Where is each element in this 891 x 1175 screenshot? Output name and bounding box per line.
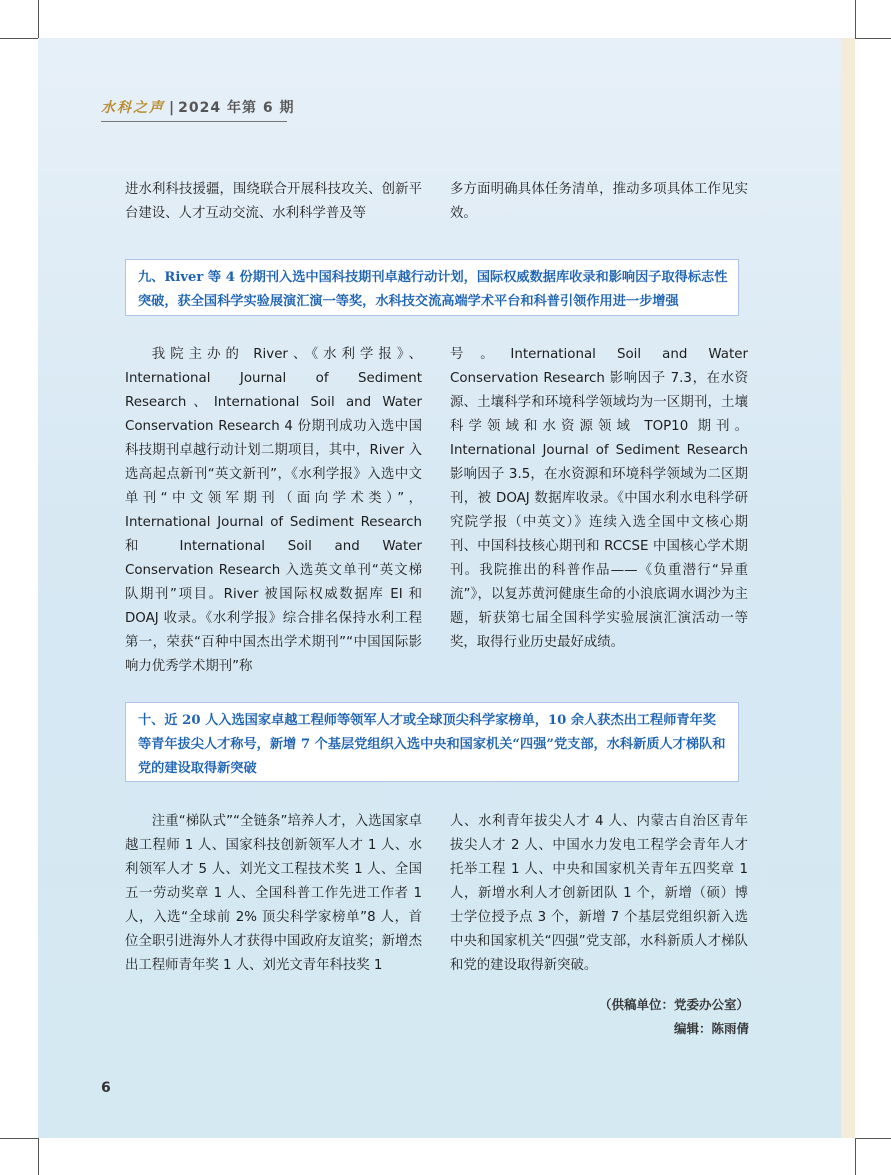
- running-header: [101, 97, 294, 117]
- section-9-heading: 九、River 等 4 份期刊入选中国科技期刊卓越行动计划，国际权威数据库收录和影响因子取得标志性突破，获全国科学实验展演汇演一等奖，水科技交流高端学术平台和科普引领作用进一步增强: [138, 270, 728, 309]
- section-9-right-text: 号。International Soil and Water Conservation Research 影响因子 7.3，在水资源、土壤科学和环境科学领域均为一区期刊，土壤科学领域和水资源领域 TOP10 期刊。International Journal of Sediment Research 影响因子 3.5，在水资源和环境科学领域为二区期刊，被 DOAJ 数据库收录。《中国水利水电科学研究院学报（中英文）》连续入选全国中文核心期刊、中国科技核心期刊和 RCCSE 中国核心学术期刊。我院推出的科普作品——《负重潜行“异重流”》，以复苏黄河健康生命的小浪底调水调沙为主题，斩获第七届全国科学实验展演汇演活动一等奖，取得行业历史最好成绩。: [450, 347, 748, 650]
- section-9-right-column: [450, 343, 748, 655]
- magazine-brand: 水科之声: [101, 100, 165, 116]
- section-9-left-column: [125, 343, 422, 679]
- crop-mark: [855, 1138, 856, 1175]
- intro-right-text: 多方面明确具体任务清单，推动多项具体工作见实效。: [450, 182, 748, 221]
- header-rule: [101, 121, 287, 122]
- section-9-left-text: 我院主办的 River、《水利学报》、International Journal of Sediment Research、International Soil and Water Conservation Research 4 份期刊成功入选中国科技期刊卓越行动计划二期项目，其中，River 入选高起点新刊“英文新刊”，《水利学报》入选中文单刊“中文领军期刊（面向学术类）”，International Journal of Sediment Research 和 International Soil and Water Conservation Research 入选英文单刊“英文梯队期刊”项目。River 被国际权威数据库 EI 和 DOAJ 收录。《水利学报》综合排名保持水利工程第一，荣获“百种中国杰出学术期刊”“中国国际影响力优秀学术期刊”称: [125, 347, 422, 674]
- crop-mark: [855, 1138, 891, 1139]
- issue-label: 2024 年第 6 期: [178, 100, 295, 116]
- crop-mark: [0, 1138, 38, 1139]
- section-10-left-column: [125, 810, 422, 978]
- page-number: 6: [101, 1080, 111, 1096]
- section-10-heading-box: [125, 702, 739, 782]
- crop-mark: [0, 38, 38, 39]
- section-10-right-column: [450, 810, 748, 978]
- crop-mark: [38, 1138, 39, 1175]
- intro-right-column: [450, 178, 748, 226]
- crop-mark: [855, 0, 856, 38]
- crop-mark: [38, 0, 39, 38]
- crop-mark: [855, 38, 891, 39]
- header-separator: |: [169, 100, 175, 116]
- source-credit: （供稿单位：党委办公室）: [598, 997, 749, 1012]
- editor-credit: 编辑：陈雨倩: [673, 1021, 749, 1036]
- section-9-heading-box: [125, 259, 739, 316]
- page-edge-strip: [841, 38, 855, 1138]
- intro-left-column: [125, 178, 422, 226]
- section-10-right-text: 人、水利青年拔尖人才 4 人、内蒙古自治区青年拔尖人才 2 人、中国水力发电工程学会青年人才托举工程 1 人、中央和国家机关青年五四奖章 1 人，新增水利人才创新团队 1 个，新增（硕）博士学位授予点 3 个，新增 7 个基层党组织新入选中央和国家机关“四强”党支部，水科新质人才梯队和党的建设取得新突破。: [450, 814, 748, 973]
- section-10-left-text: 注重“梯队式”“全链条”培养人才，入选国家卓越工程师 1 人、国家科技创新领军人才 1 人、水利领军人才 5 人、刘光文工程技术奖 1 人、全国五一劳动奖章 1 人、全国科普工作先进工作者 1 人，入选“全球前 2% 顶尖科学家榜单”8 人，首位全职引进海外人才获得中国政府友谊奖；新增杰出工程师青年奖 1 人、刘光文青年科技奖 1: [125, 814, 422, 973]
- section-10-heading: 十、近 20 人入选国家卓越工程师等领军人才或全球顶尖科学家榜单，10 余人获杰出工程师青年奖等青年拔尖人才称号，新增 7 个基层党组织入选中央和国家机关“四强”党支部，水科新质人才梯队和党的建设取得新突破: [138, 713, 726, 776]
- intro-left-text: 进水利科技援疆，围绕联合开展科技攻关、创新平台建设、人才互动交流、水利科学普及等: [125, 182, 422, 221]
